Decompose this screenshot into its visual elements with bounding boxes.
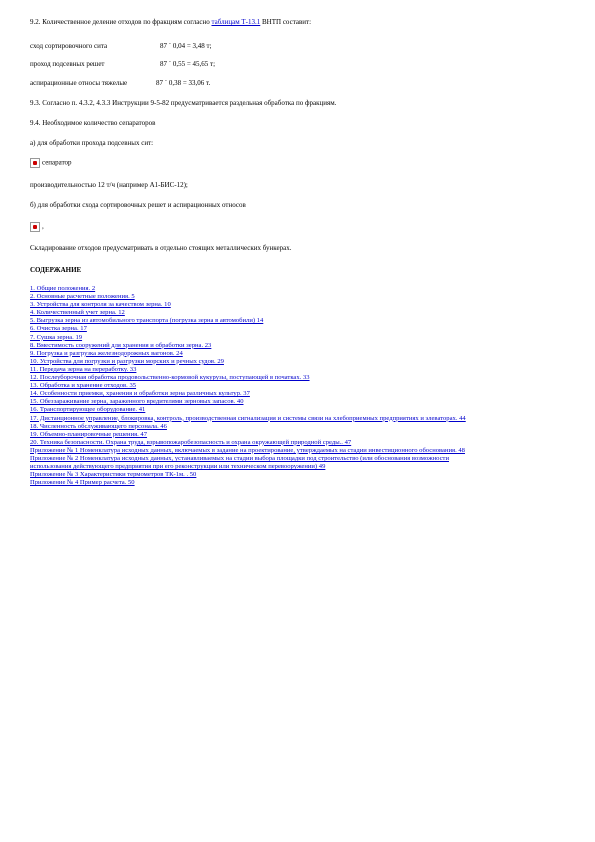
paragraph-9-4: 9.4. Необходимое количество сепараторов [30, 119, 156, 127]
broken-image-icon [30, 222, 40, 232]
capacity-text: производительностью 12 т/ч (например А1-БИС-12); [30, 181, 188, 189]
toc-link[interactable]: 10. Устройства для погрузки и разгрузки морских и речных судов. 29 [30, 357, 224, 365]
toc-link[interactable]: 1. Общие положения. 2 [30, 285, 96, 292]
table-link[interactable]: таблицам Т-13.1 [211, 18, 261, 26]
toc-title: СОДЕРЖАНИЕ [30, 266, 82, 274]
toc-link[interactable]: 19. Объемно-планировочные решения. 47 [30, 430, 148, 438]
toc-link[interactable]: Приложение № 1 Номенклатура исходных данных, включаемых в задание на проектирование, утверждаемых на стадии инвестиционного обоснования. 48 [30, 446, 465, 454]
toc-link[interactable]: Приложение № 2 Номенклатура исходных данных, устанавливаемых на стадии выбора площадки под строительство (или обоснования возможности использования действующего предприятия при его реконструкции или техническом перевооружении) 49 [30, 454, 449, 471]
paragraph-9-2: 9.2. Количественное деление отходов по фракциям согласно таблицам Т-13.1 ВНТП составит: [30, 18, 312, 26]
toc-link[interactable]: 11. Передача зерна на переработку. 33 [30, 365, 137, 373]
paragraph-a: а) для обработки прохода подсевных сит: [30, 139, 154, 147]
toc-link[interactable]: 17. Дистанционное управление, блокировка, контроль, производственная сигнализация и системы связи на хлебоприемных предприятиях и элеваторах. 44 [30, 414, 466, 422]
toc-link[interactable]: 7. Сушка зерна. 19 [30, 333, 83, 341]
toc-link[interactable]: 3. Устройства для контроля за качеством зерна. 10 [30, 301, 171, 309]
fraction-row: проход подсевных решет 87 ´ 0,55 = 45,65 т; [30, 60, 216, 68]
toc-link[interactable]: 5. Выгрузка зерна из автомобильного транспорта (погрузка зерна в автомобили) 14 [30, 317, 264, 325]
paragraph-9-3: 9.3. Согласно п. 4.3.2, 4.3.3 Инструкции 9-5-82 предусматривается раздельная обработка по фракциям. [30, 99, 337, 107]
toc-link[interactable]: 14. Особенности приемки, хранения и обработки зерна различных культур. 37 [30, 390, 250, 398]
toc-link[interactable]: 9. Погрузка и разгрузка железнодорожных вагонов. 24 [30, 349, 183, 357]
toc-link[interactable]: 20. Техника безопасности. Охрана труда, взрывопожаробезопасность и охрана окружающей природной среды.. 47 [30, 438, 352, 446]
fraction-row: аспирационные относы тяжелые 87 ´ 0,38 = 33,06 т. [30, 79, 211, 87]
formula-image: , [30, 222, 44, 232]
toc-link[interactable]: 16. Транспортирующее оборудование. 41 [30, 406, 146, 414]
separator-line: сепаратор [30, 158, 72, 168]
toc-link[interactable]: 8. Вместимость сооружений для хранения и обработки зерна. 23 [30, 341, 212, 349]
toc-link[interactable]: 18. Численность обслуживающего персонала. 46 [30, 422, 167, 430]
paragraph-storage: Складирование отходов предусматривать в отдельно стоящих металлических бункерах. [30, 244, 292, 252]
toc-link[interactable]: 2. Основные расчетные положения. 5 [30, 293, 135, 301]
toc-link[interactable]: 6. Очистка зерна. 17 [30, 325, 87, 333]
toc-link[interactable]: 13. Обработка и хранение отходов. 35 [30, 382, 137, 390]
fraction-row: сход сортировочного сита 87 ´ 0,04 = 3,48 т; [30, 42, 212, 50]
paragraph-b: б) для обработки схода сортировочных решет и аспирационных относов [30, 201, 246, 209]
toc-link[interactable]: Приложение № 4 Пример расчета. 50 [30, 479, 135, 487]
broken-image-icon [30, 158, 40, 168]
toc-link[interactable]: 4. Количественный учет зерна. 12 [30, 309, 125, 317]
toc-link[interactable]: 12. Послеуборочная обработка продовольственно-кормовой кукурузы, поступающей в початках. 33 [30, 374, 310, 382]
table-of-contents [30, 285, 500, 487]
toc-link[interactable]: Приложение № 3 Характеристики термометров ТК-1м. . 50 [30, 471, 197, 479]
toc-link[interactable]: 15. Обеззараживание зерна, зараженного вредителями зерновых запасов. 40 [30, 398, 244, 406]
